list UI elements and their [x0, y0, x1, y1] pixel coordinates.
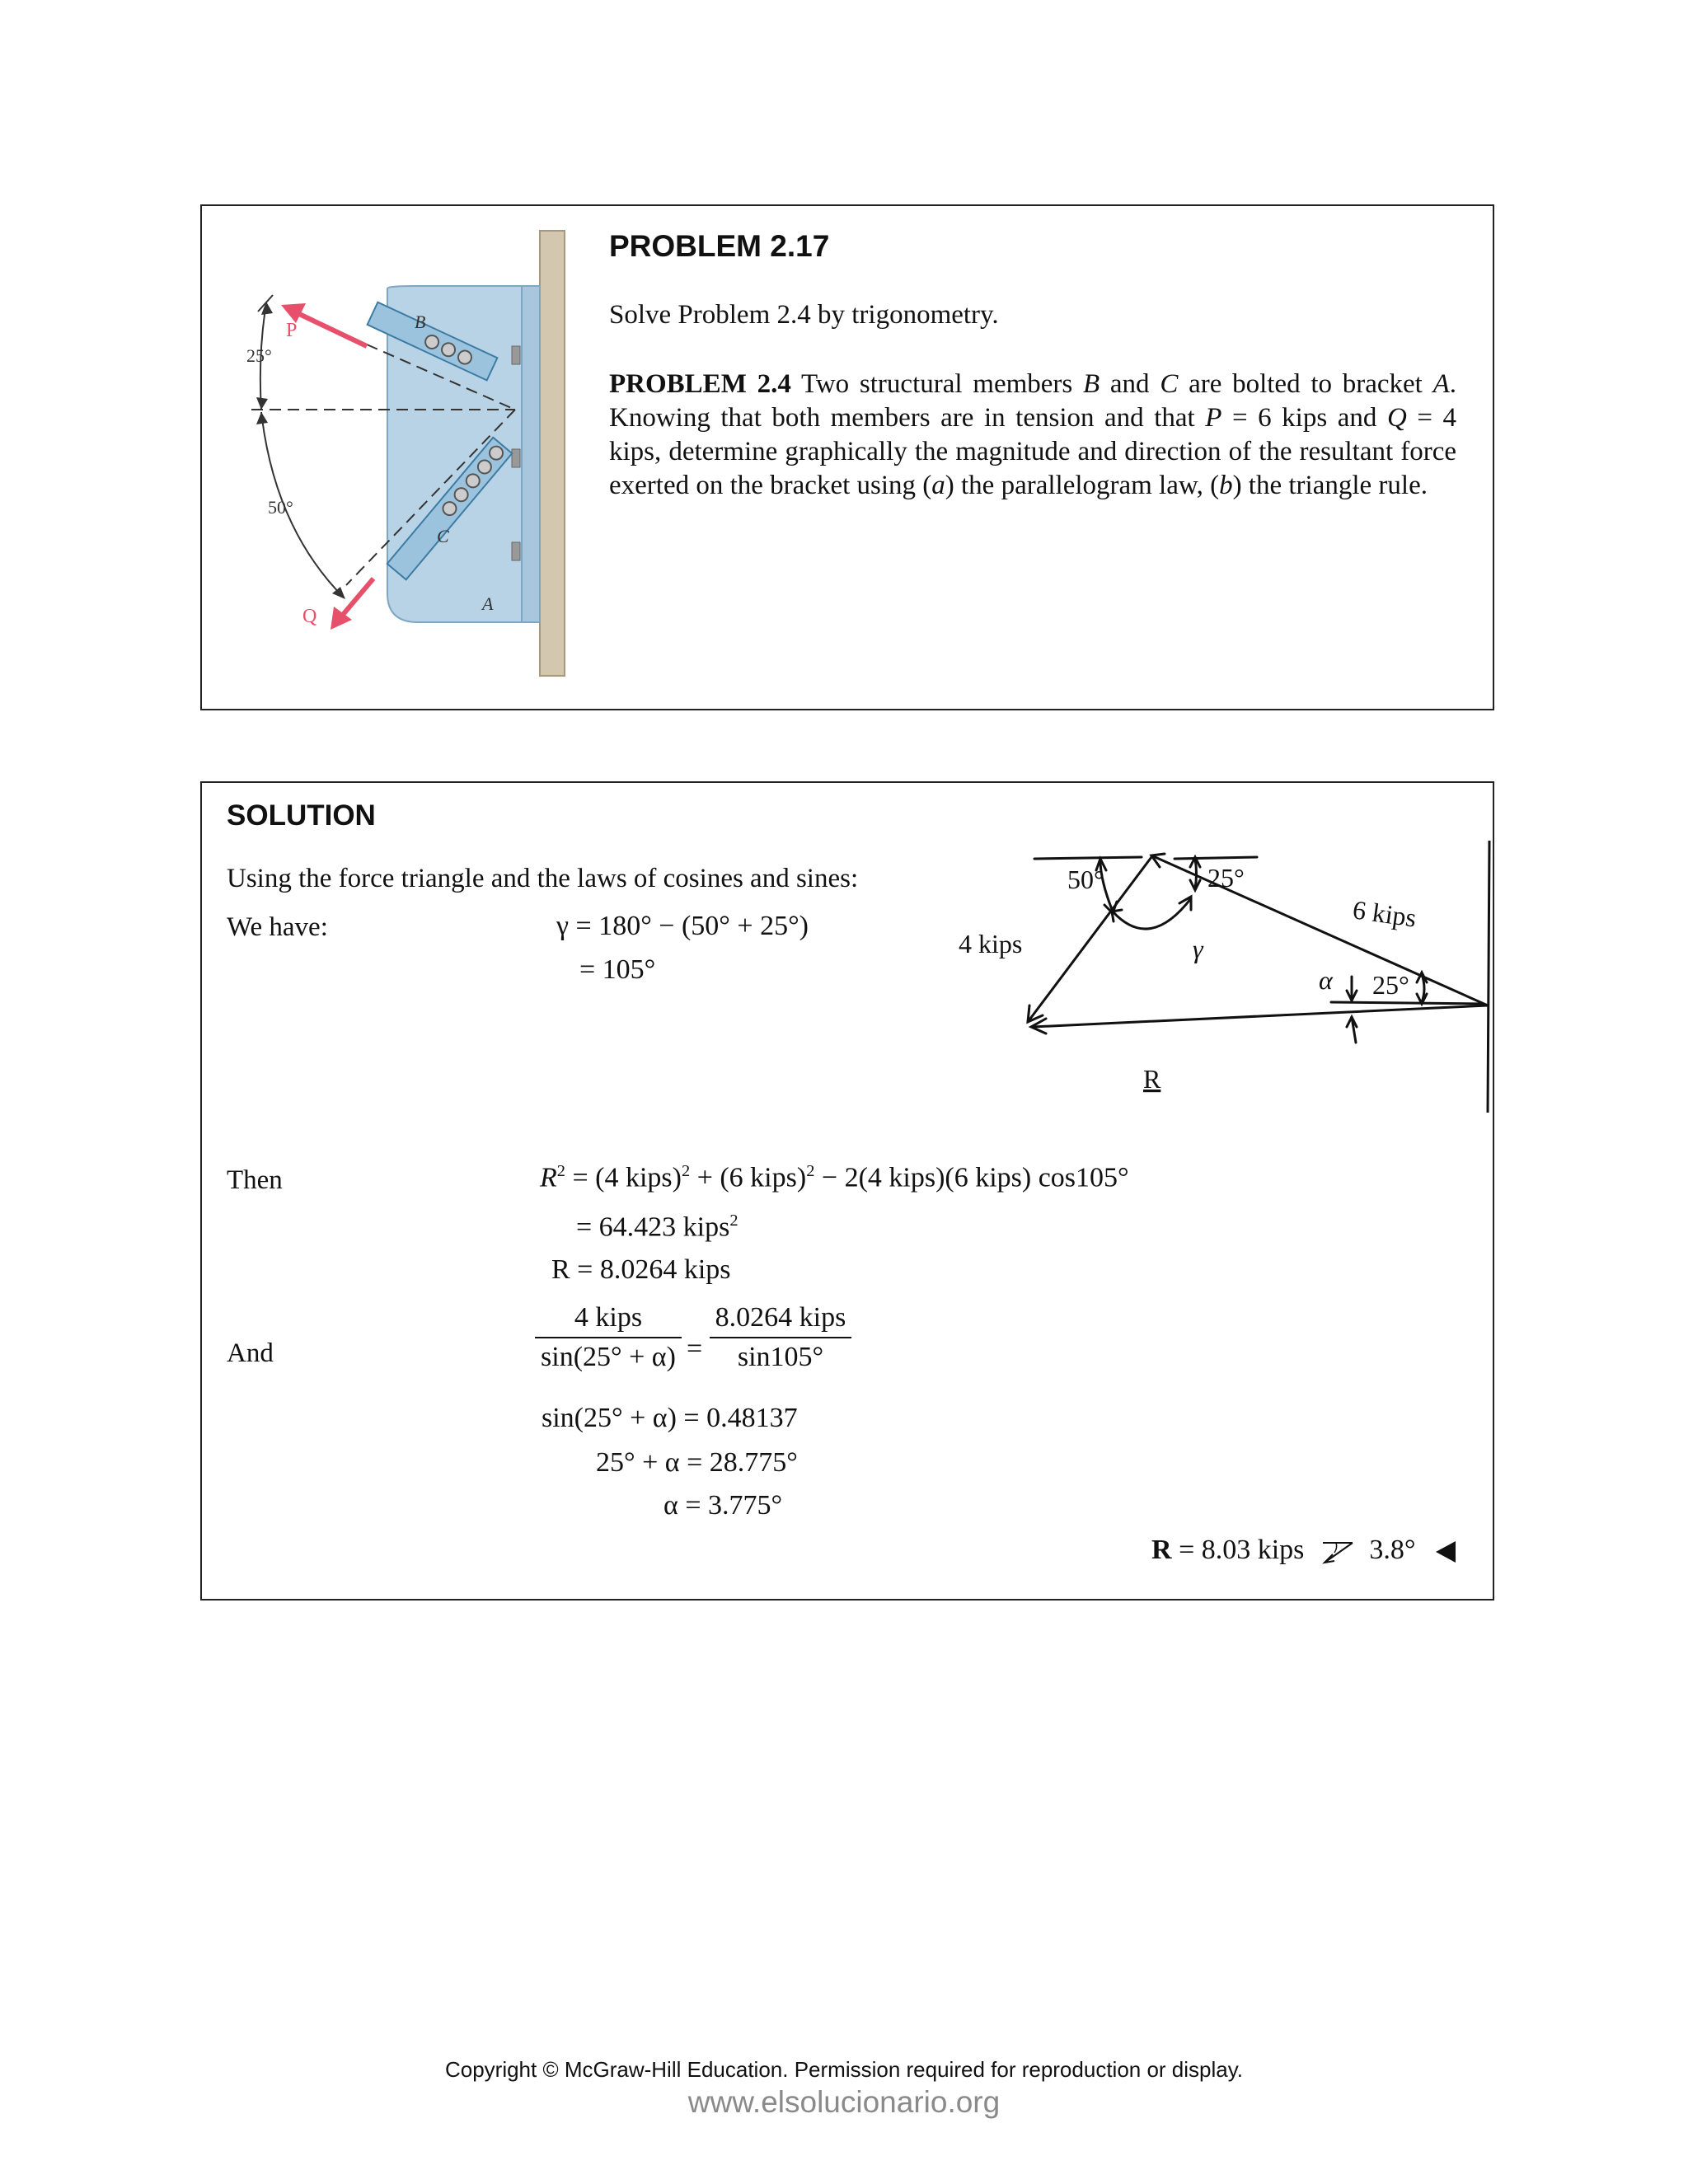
- text: + (6 kips): [690, 1162, 807, 1193]
- direction-arrow-icon: [1320, 1538, 1357, 1566]
- wall-bolt: [512, 449, 520, 467]
- problem-title: PROBLEM 2.17: [609, 229, 830, 263]
- text: Q: [1386, 403, 1407, 433]
- fraction-right-denominator: sin105°: [737, 1342, 824, 1372]
- text: . Knowing that both members are in tension and that: [609, 369, 1457, 433]
- website-link[interactable]: www.elsolucionario.org: [687, 2085, 1001, 2119]
- text: B: [1083, 369, 1100, 399]
- answer-angle: 3.8°: [1369, 1535, 1416, 1565]
- diagram-label-25-right: 25°: [1372, 970, 1409, 1000]
- sum-equation: 25° + α = 28.775°: [596, 1447, 798, 1478]
- gamma-equation: γ = 180° − (50° + 25°): [556, 911, 809, 941]
- wall-bolt: [512, 542, 520, 560]
- arc-arrowhead: [332, 587, 345, 599]
- text: = 6 kips and: [1221, 403, 1387, 433]
- text: R: [540, 1162, 557, 1193]
- label-angle-25: 25°: [246, 345, 272, 366]
- diagram-label-6-kips: 6 kips: [1351, 894, 1418, 933]
- answer-R-symbol: R: [1151, 1535, 1172, 1565]
- label-A: A: [482, 593, 494, 614]
- reference-line-left: [1034, 857, 1142, 859]
- and-label: And: [227, 1338, 274, 1368]
- text: A: [1432, 369, 1450, 399]
- force-triangle-diagram: [935, 841, 1492, 1113]
- sin-equation: sin(25° + α) = 0.48137: [542, 1403, 798, 1433]
- arc-arrowhead: [261, 302, 273, 315]
- label-angle-50: 50°: [268, 497, 293, 518]
- fraction-left: [535, 1302, 682, 1373]
- vector-R: [1033, 1005, 1488, 1027]
- label-P: P: [286, 320, 298, 341]
- copyright-notice: Copyright © McGraw-Hill Education. Permission required for reproduction or display.: [444, 2057, 1244, 2082]
- equals-sign: =: [687, 1333, 703, 1364]
- problem-statement: Solve Problem 2.4 by trigonometry.: [609, 300, 999, 330]
- label-Q: Q: [302, 606, 317, 627]
- text: 2: [806, 1162, 815, 1180]
- text: 2: [681, 1162, 691, 1180]
- text: b: [1219, 471, 1233, 500]
- problem-ref-label: PROBLEM 2.4: [609, 369, 791, 399]
- arrowhead: [1179, 897, 1191, 910]
- diagram-label-R: R: [1143, 1064, 1161, 1094]
- diagram-label-4-kips: 4 kips: [959, 929, 1023, 958]
- solution-box: [200, 781, 1494, 1601]
- arc-arrowhead: [256, 397, 268, 410]
- text: C: [1160, 369, 1179, 399]
- wall-bolt: [512, 346, 520, 364]
- fraction-left-numerator: 4 kips: [535, 1302, 682, 1338]
- vertical-wall-line: [1488, 841, 1489, 1113]
- r-squared-result: [576, 1212, 738, 1243]
- reference-line-right: [1175, 857, 1257, 859]
- solution-title: SOLUTION: [227, 799, 376, 832]
- r-result: R = 8.0264 kips: [551, 1254, 731, 1285]
- text: 2: [729, 1212, 738, 1230]
- text: = (4 kips): [565, 1162, 682, 1193]
- label-B: B: [415, 312, 426, 332]
- final-answer: [1151, 1535, 1457, 1566]
- text: a: [931, 471, 945, 500]
- fraction-left-denominator: sin(25° + α): [541, 1342, 676, 1372]
- problem-box: [200, 204, 1494, 710]
- alpha-equation: α = 3.775°: [663, 1490, 783, 1521]
- we-have-label: We have:: [227, 912, 328, 942]
- force-P-arrow: [298, 313, 367, 346]
- wall: [540, 231, 565, 676]
- text: 2: [556, 1162, 565, 1180]
- text: P: [1205, 403, 1222, 433]
- text: are bolted to bracket: [1178, 369, 1433, 399]
- end-mark-icon: [1432, 1540, 1457, 1564]
- text: = 4 kips, determine graphically the magnitude and direction of the resultant force exerted on the bracket using (: [609, 403, 1456, 500]
- text: = 64.423 kips: [576, 1212, 730, 1243]
- solution-intro: Using the force triangle and the laws of cosines and sines:: [227, 864, 859, 893]
- text: and: [1100, 369, 1160, 399]
- text: ) the parallelogram law, (: [945, 471, 1220, 500]
- gamma-result: = 105°: [579, 954, 656, 985]
- diagram-label-alpha: α: [1319, 965, 1333, 995]
- fraction-right: [710, 1302, 851, 1373]
- text: Two structural members: [790, 369, 1083, 399]
- angle-arc-25-top: [1195, 859, 1197, 888]
- then-label: Then: [227, 1165, 283, 1195]
- diagram-label-gamma: γ: [1193, 934, 1203, 963]
- horizontal-line-right: [1331, 1002, 1484, 1004]
- bracket-flange: [522, 286, 540, 622]
- r-squared-equation: [540, 1162, 1129, 1193]
- label-C: C: [437, 526, 449, 546]
- answer-value: = 8.03 kips: [1171, 1535, 1305, 1565]
- text: − 2(4 kips)(6 kips) cos105°: [814, 1162, 1129, 1193]
- diagram-label-25-top: 25°: [1207, 863, 1245, 893]
- diagram-label-50: 50°: [1067, 865, 1104, 894]
- problem-2-4-text: [609, 368, 1456, 503]
- arc-arrowhead: [256, 412, 268, 424]
- text: ) the triangle rule.: [1232, 471, 1428, 500]
- fraction-right-numerator: 8.0264 kips: [710, 1302, 851, 1338]
